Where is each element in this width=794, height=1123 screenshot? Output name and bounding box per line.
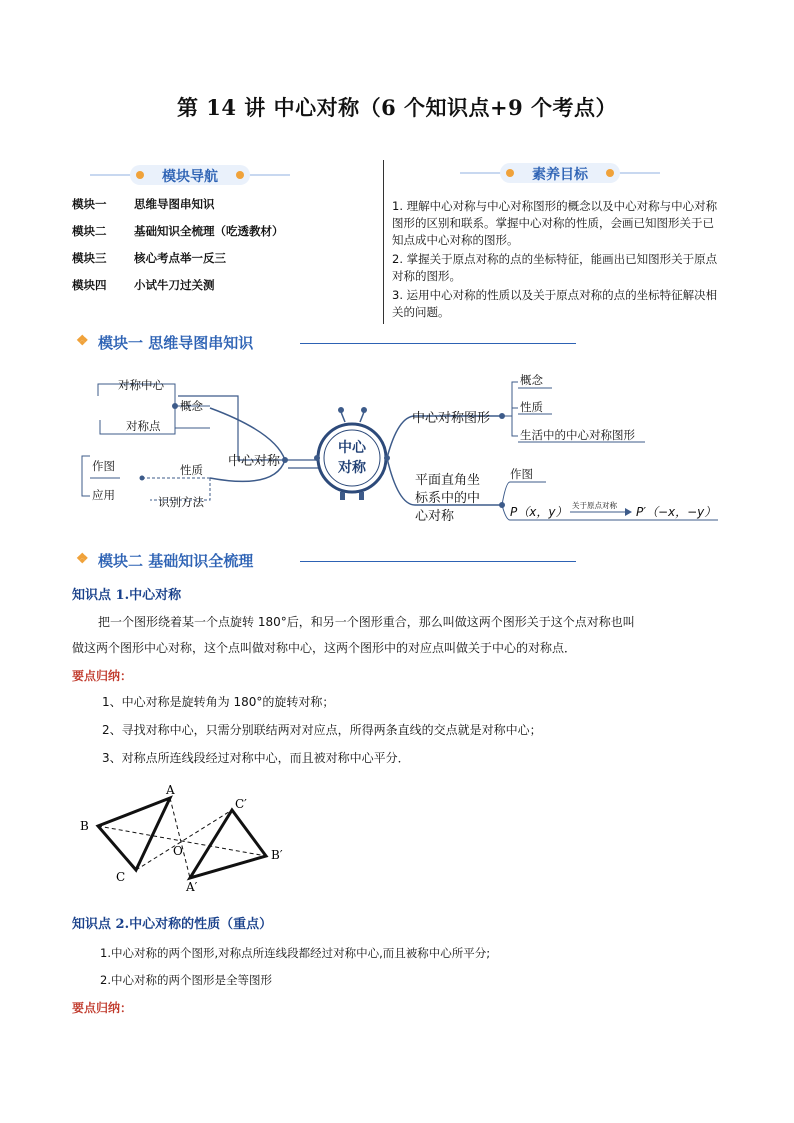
nav-item[interactable]: 模块二 基础知识全梳理（吃透教材） [72, 224, 284, 238]
map-node-apply: 应用 [92, 488, 115, 502]
map-node-rt-property: 性质 [520, 400, 543, 414]
center-label-1: 中心 [338, 440, 366, 456]
kp2-key-label: 要点归纳： [72, 1001, 133, 1015]
label-b-prime: B′ [271, 848, 283, 862]
label-c-prime: C′ [235, 797, 247, 811]
kp1-title: 知识点 1.中心对称 [72, 588, 182, 603]
kp1-key-label: 要点归纳： [72, 669, 133, 683]
map-right-bottom-3: 心对称 [415, 509, 455, 524]
section2-title: 模块二 基础知识全梳理 [98, 552, 254, 570]
map-node-identify: 识别方法 [158, 495, 204, 509]
point-p-prime: P′（−x，−y） [636, 505, 717, 519]
map-right-top: 中心对称图形 [412, 411, 491, 426]
label-a: A [166, 783, 175, 797]
map-right-bottom-1: 平面直角坐 [415, 473, 481, 488]
map-node-rb-draw: 作图 [510, 467, 533, 481]
kp2-title: 知识点 2.中心对称的性质（重点） [72, 917, 273, 932]
nav-header: 模块导航 [162, 169, 218, 185]
kp1-para-2: 做这两个图形中心对称，这个点叫做对称中心，这两个图形中的对应点叫做关于中心的对称点． [72, 641, 577, 655]
diamond-icon: ❖ [76, 551, 89, 567]
goal-item: 1. 理解中心对称与中心对称图形的概念以及中心对称与中心对称图形的区别和联系。掌握中心对称的性质，会画已知图形关于已知点成中心对称的图形。 [392, 199, 718, 247]
column-divider [383, 160, 384, 324]
kp2-point: 1.中心对称的两个图形,对称点所连线段都经过对称中心,而且被称中心所平分; [100, 946, 491, 960]
section1-rule [300, 343, 576, 344]
kp1-point: 2、寻找对称中心，只需分别联结两对对应点，所得两条直线的交点就是对称中心； [102, 723, 542, 737]
kp1-point: 1、中心对称是旋转角为 180°的旋转对称； [102, 695, 335, 709]
map-node-rt-life: 生活中的中心对称图形 [520, 428, 635, 442]
module-nav-list [72, 193, 372, 301]
kp1-para-1: 把一个图形绕着某一个点旋转 180°后，和另一个图形重合，那么叫做这两个图形关于这个点对称也叫 [98, 615, 635, 629]
label-o: O [173, 844, 183, 858]
nav-item[interactable]: 模块四 小试牛刀过关测 [72, 278, 215, 292]
map-node-rt-concept: 概念 [520, 373, 543, 387]
arrow-label: 关于原点对称 [572, 501, 617, 510]
mind-map [70, 360, 730, 540]
map-node-draw: 作图 [92, 459, 115, 473]
section2-rule [300, 561, 576, 562]
label-b: B [80, 819, 89, 833]
kp2-point: 2.中心对称的两个图形是全等图形 [100, 973, 272, 987]
section1-title: 模块一 思维导图串知识 [98, 334, 254, 352]
goals-header: 素养目标 [532, 167, 588, 183]
map-node-concept: 概念 [180, 399, 203, 413]
label-a-prime: A′ [186, 880, 198, 894]
page-title: 第 14 讲 中心对称（6 个知识点+9 个考点） [176, 95, 618, 120]
point-p: P（x，y） [510, 505, 568, 519]
label-c: C [116, 870, 126, 884]
kp1-point: 3、对称点所连线段经过对称中心，而且被对称中心平分． [102, 751, 410, 765]
map-right-bottom-2: 标系中的中 [415, 491, 481, 506]
map-node-center: 对称中心 [118, 378, 164, 392]
central-symmetry-figure [70, 780, 300, 895]
map-node-property: 性质 [180, 463, 203, 477]
nav-item[interactable]: 模块一 思维导图串知识 [72, 197, 215, 211]
nav-item[interactable]: 模块三 核心考点举一反三 [72, 251, 226, 265]
goal-item: 3. 运用中心对称的性质以及关于原点对称的点的坐标特征解决相关的问题。 [392, 288, 718, 319]
goals-list [392, 198, 722, 323]
map-left-main: 中心对称 [228, 454, 281, 469]
map-node-point: 对称点 [126, 419, 161, 433]
diamond-icon: ❖ [76, 333, 89, 349]
center-label-2: 对称 [338, 460, 366, 476]
goal-item: 2. 掌握关于原点对称的点的坐标特征，能画出已知图形关于原点对称的图形。 [392, 252, 718, 283]
